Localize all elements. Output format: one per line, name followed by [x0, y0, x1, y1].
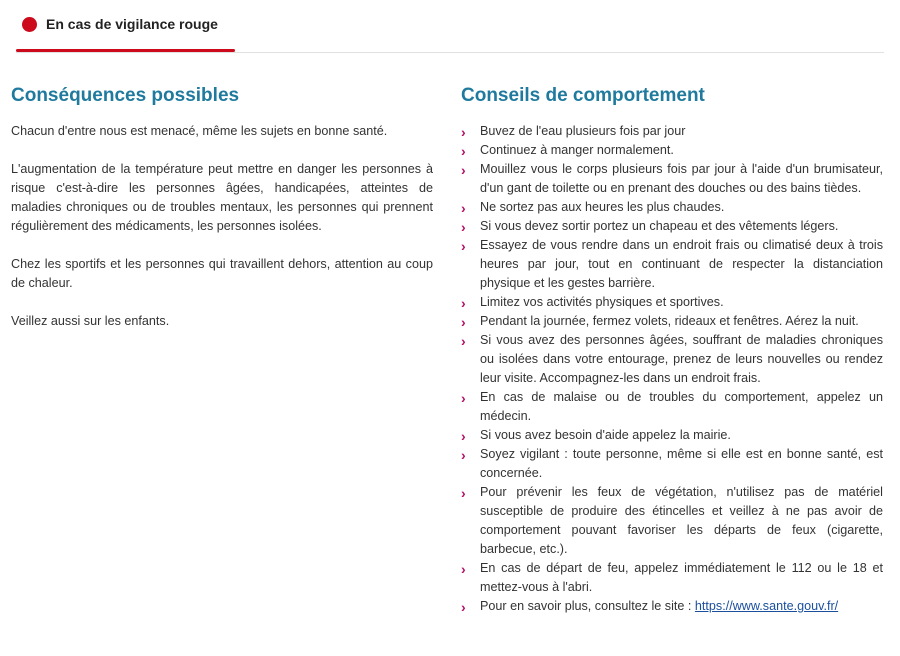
list-item-text: Limitez vos activités physiques et sportives. — [480, 295, 724, 309]
list-item — [461, 331, 883, 388]
list-item-text: Pour prévenir les feux de végétation, n'utilisez pas de matériel susceptible de produire des étincelles et veillez à ne pas avoir de comportement pouvant favoriser les départs de feux (cigarette, barbecue, etc.). — [480, 485, 883, 556]
list-item-text: Essayez de vous rendre dans un endroit frais ou climatisé deux à trois heures par jour, tout en continuant de respecter la distanciation physique et les gestes barrière. — [480, 238, 883, 290]
list-item-text: Continuez à manger normalement. — [480, 143, 674, 157]
list-item-text: En cas de malaise ou de troubles du comportement, appelez un médecin. — [480, 390, 883, 423]
list-item — [461, 559, 883, 597]
list-item — [461, 293, 883, 312]
list-item — [461, 141, 883, 160]
list-item-text: Pour en savoir plus, consultez le site : — [480, 599, 695, 613]
list-item — [461, 217, 883, 236]
chevron-right-icon: › — [461, 314, 466, 330]
chevron-right-icon: › — [461, 295, 466, 311]
list-item-text: Mouillez vous le corps plusieurs fois par jour à l'aide d'un brumisateur, d'un gant de toilette ou en prenant des douches ou des bains tièdes. — [480, 162, 883, 195]
chevron-right-icon: › — [461, 485, 466, 501]
list-item-text: Pendant la journée, fermez volets, rideaux et fenêtres. Aérez la nuit. — [480, 314, 859, 328]
consequences-paragraph: Chacun d'entre nous est menacé, même les sujets en bonne santé. — [11, 124, 388, 138]
list-item-text: Si vous devez sortir portez un chapeau et des vêtements légers. — [480, 219, 839, 233]
list-item-text: En cas de départ de feu, appelez immédiatement le 112 ou le 18 et mettez-vous à l'abri. — [480, 561, 883, 594]
advice-section — [461, 84, 883, 616]
sante-gouv-link[interactable]: https://www.sante.gouv.fr/ — [694, 599, 839, 613]
list-item-text: Soyez vigilant : toute personne, même si elle est en bonne santé, est concernée. — [480, 447, 883, 480]
list-item-text: Ne sortez pas aux heures les plus chaudes. — [480, 200, 725, 214]
chevron-right-icon: › — [461, 561, 466, 577]
chevron-right-icon: › — [461, 219, 466, 235]
chevron-right-icon: › — [461, 143, 466, 159]
consequences-paragraph: Veillez aussi sur les enfants. — [11, 314, 170, 328]
list-item — [461, 388, 883, 426]
chevron-right-icon: › — [461, 124, 466, 140]
advice-list — [461, 122, 883, 616]
list-item — [461, 597, 883, 616]
list-item-text: Si vous avez besoin d'aide appelez la mairie. — [480, 428, 731, 442]
consequences-title: Conséquences possibles — [11, 85, 240, 106]
list-item — [461, 122, 883, 141]
list-item — [461, 160, 883, 198]
consequences-paragraph: L'augmentation de la température peut mettre en danger les personnes à risque c'est-à-dire les personnes âgées, handicapées, atteintes de maladies chroniques ou de troubles mentaux, les personnes qui prennent régulièrement des médicaments, les personnes isolées. — [11, 162, 433, 233]
list-item — [461, 312, 883, 331]
consequences-paragraph: Chez les sportifs et les personnes qui travaillent dehors, attention au coup de chaleur. — [11, 257, 433, 290]
list-item — [461, 236, 883, 293]
chevron-right-icon: › — [461, 200, 466, 216]
chevron-right-icon: › — [461, 162, 466, 178]
list-item-text: Si vous avez des personnes âgées, souffrant de maladies chroniques ou isolées dans votre entourage, prenez de leurs nouvelles ou rendez leur visite. Accompagnez-les dans un endroit frais. — [480, 333, 883, 385]
list-item — [461, 198, 883, 217]
advice-title: Conseils de comportement — [461, 85, 705, 106]
tab-label: En cas de vigilance rouge — [46, 16, 218, 32]
list-item — [461, 445, 883, 483]
chevron-right-icon: › — [461, 428, 466, 444]
chevron-right-icon: › — [461, 333, 466, 349]
chevron-right-icon: › — [461, 447, 466, 463]
list-item — [461, 483, 883, 559]
chevron-right-icon: › — [461, 390, 466, 406]
chevron-right-icon: › — [461, 238, 466, 254]
tab-divider — [16, 52, 884, 53]
list-item — [461, 426, 883, 445]
tab-bar — [0, 0, 900, 54]
red-dot-icon — [22, 17, 37, 32]
consequences-section — [11, 84, 433, 350]
chevron-right-icon: › — [461, 599, 466, 615]
list-item-text: Buvez de l'eau plusieurs fois par jour — [480, 124, 686, 138]
tab-vigilance-rouge[interactable] — [16, 0, 235, 54]
